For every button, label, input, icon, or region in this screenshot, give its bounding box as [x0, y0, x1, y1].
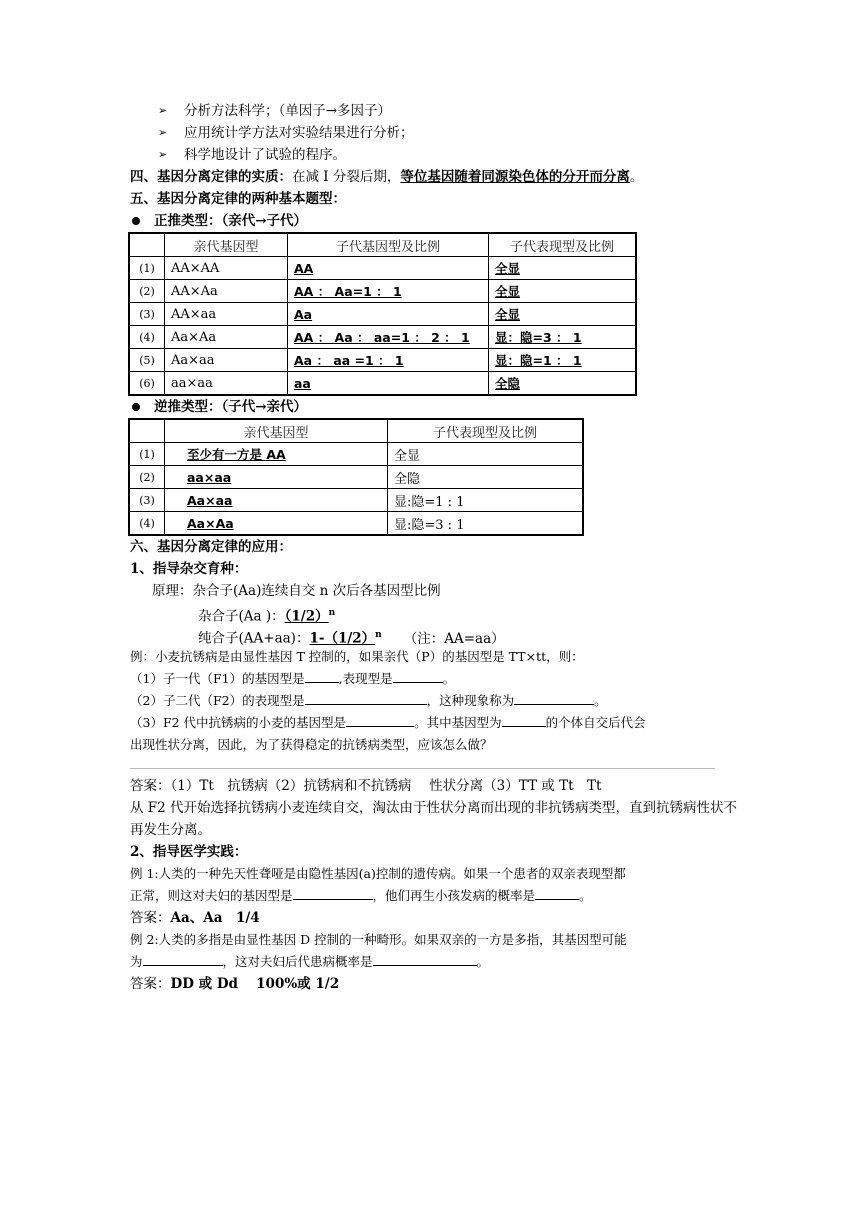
- table-header-row: 亲代基因型 子代基因型及比例 子代表现型及比例: [129, 233, 636, 257]
- table-row: (3) Aa×aa 显:隐=1 : 1: [129, 489, 583, 512]
- forward-table: [128, 232, 637, 396]
- question-3-continued: 出现性状分离，因此，为了获得稳定的抗锈病类型，应该怎么做？: [130, 737, 493, 752]
- bullet-dot-icon: [132, 217, 140, 225]
- subsection-heading: 2、指导医学实践：: [130, 844, 248, 860]
- bullet-item: ➢ 应用统计学方法对实验结果进行分析；: [130, 122, 740, 144]
- principle-text: 原理：杂合子(Aa)连续自交 n 次后各基因型比例: [152, 583, 441, 599]
- arrow-bullet-icon: ➢: [158, 126, 168, 139]
- reverse-type-title: 逆推类型：（子代→亲代）: [130, 396, 740, 418]
- answer-2: 答案：Aa、Aa 1/4: [130, 910, 260, 926]
- example-1-continued: 正常，则这对夫妇的基因型是 ，他们再生小孩发病的概率是 。: [130, 885, 740, 907]
- section-heading: 六、基因分离定律的应用：: [130, 539, 292, 555]
- document-page: [130, 100, 740, 995]
- arrow-bullet-icon: ➢: [158, 148, 168, 161]
- forward-type-title: 正推类型：（亲代→子代）: [130, 210, 740, 232]
- table-row: (5) Aa×aa Aa ： aa =1 ： 1 显：隐=1 ： 1: [129, 349, 636, 372]
- answer-blank: [305, 690, 427, 705]
- answer-3: 答案：DD 或 Dd 100%或 1/2: [130, 976, 340, 992]
- answer-1: 答案：（1）Tt 抗锈病（2）抗锈病和不抗锈病 性状分离（3）TT 或 Tt Tt: [130, 778, 602, 794]
- table-header-row: 亲代基因型 子代表现型及比例: [129, 419, 583, 443]
- bullet-item: ➢ 科学地设计了试验的程序。: [130, 144, 740, 166]
- answer-blank: [373, 951, 477, 966]
- emphasis-text: 等位基因随着同源染色体的分开而分离: [400, 169, 630, 185]
- answer-blank: [346, 712, 414, 727]
- table-row: (6) aa×aa aa 全隐: [129, 372, 636, 396]
- table-row: (2) AA×Aa AA ： Aa=1 ： 1 全显: [129, 280, 636, 303]
- table-row: (1) 至少有一方是 AA 全显: [129, 443, 583, 466]
- section-4: 四、基因分离定律的实质：在减 I 分裂后期，等位基因随着同源染色体的分开而分离。: [130, 169, 644, 185]
- bullet-dot-icon: [132, 403, 140, 411]
- bullet-item: ➢ 分析方法科学；（单因子→多因子）: [130, 100, 740, 122]
- arrow-bullet-icon: ➢: [158, 104, 168, 117]
- answer-1-explanation: 从 F2 代开始选择抗锈病小麦连续自交，淘汰由于性状分离而出现的非抗锈病类型，直到抗锈病性状不再发生分离。: [130, 800, 738, 838]
- answer-blank: [293, 885, 373, 900]
- example-intro: 例：小麦抗锈病是由显性基因 T 控制的，如果亲代（P）的基因型是 TT×tt，则：: [130, 649, 584, 664]
- subsection-heading: 1、指导杂交育种：: [130, 561, 248, 577]
- section-heading: 四、基因分离定律的实质：: [130, 169, 292, 185]
- example-1: 例 1:人类的一种先天性聋哑是由隐性基因(a)控制的遗传病。如果一个患者的双亲表现型都: [130, 866, 626, 881]
- table-row: (1) AA×AA AA 全显: [129, 257, 636, 280]
- answer-blank: [143, 951, 223, 966]
- example-2-continued: 为 ，这对夫妇后代患病概率是 。: [130, 951, 740, 973]
- section-heading: 五、基因分离定律的两种基本题型：: [130, 191, 346, 207]
- question-3: （3）F2 代中抗锈病的小麦的基因型是 。其中基因型为 的个体自交后代会: [130, 712, 740, 734]
- hetero-formula: 杂合子(Aa )：$(1/2)^n$: [198, 608, 336, 625]
- answer-blank: [535, 885, 579, 900]
- reverse-table: [128, 418, 584, 536]
- question-1: （1）子一代（F1）的基因型是 ,表现型是 。: [130, 668, 740, 690]
- table-row: (2) aa×aa 全隐: [129, 466, 583, 489]
- divider: [130, 768, 715, 769]
- answer-blank: [502, 712, 546, 727]
- table-row: (4) Aa×Aa AA ： Aa ： aa=1 ： 2 ： 1 显：隐=3 ： 1: [129, 326, 636, 349]
- question-2: （2）子二代（F2）的表现型是 ，这种现象称为 。: [130, 690, 740, 712]
- homo-formula: 纯合子(AA+aa)：$1-(1/2)^n$ （注：AA=aa）: [198, 630, 505, 647]
- table-row: (4) Aa×Aa 显:隐=3 : 1: [129, 512, 583, 536]
- answer-blank: [514, 690, 594, 705]
- example-2: 例 2:人类的多指是由显性基因 D 控制的一种畸形。如果双亲的一方是多指，其基因型可能: [130, 932, 627, 947]
- answer-blank: [305, 668, 339, 683]
- answer-blank: [393, 668, 443, 683]
- table-row: (3) AA×aa Aa 全显: [129, 303, 636, 326]
